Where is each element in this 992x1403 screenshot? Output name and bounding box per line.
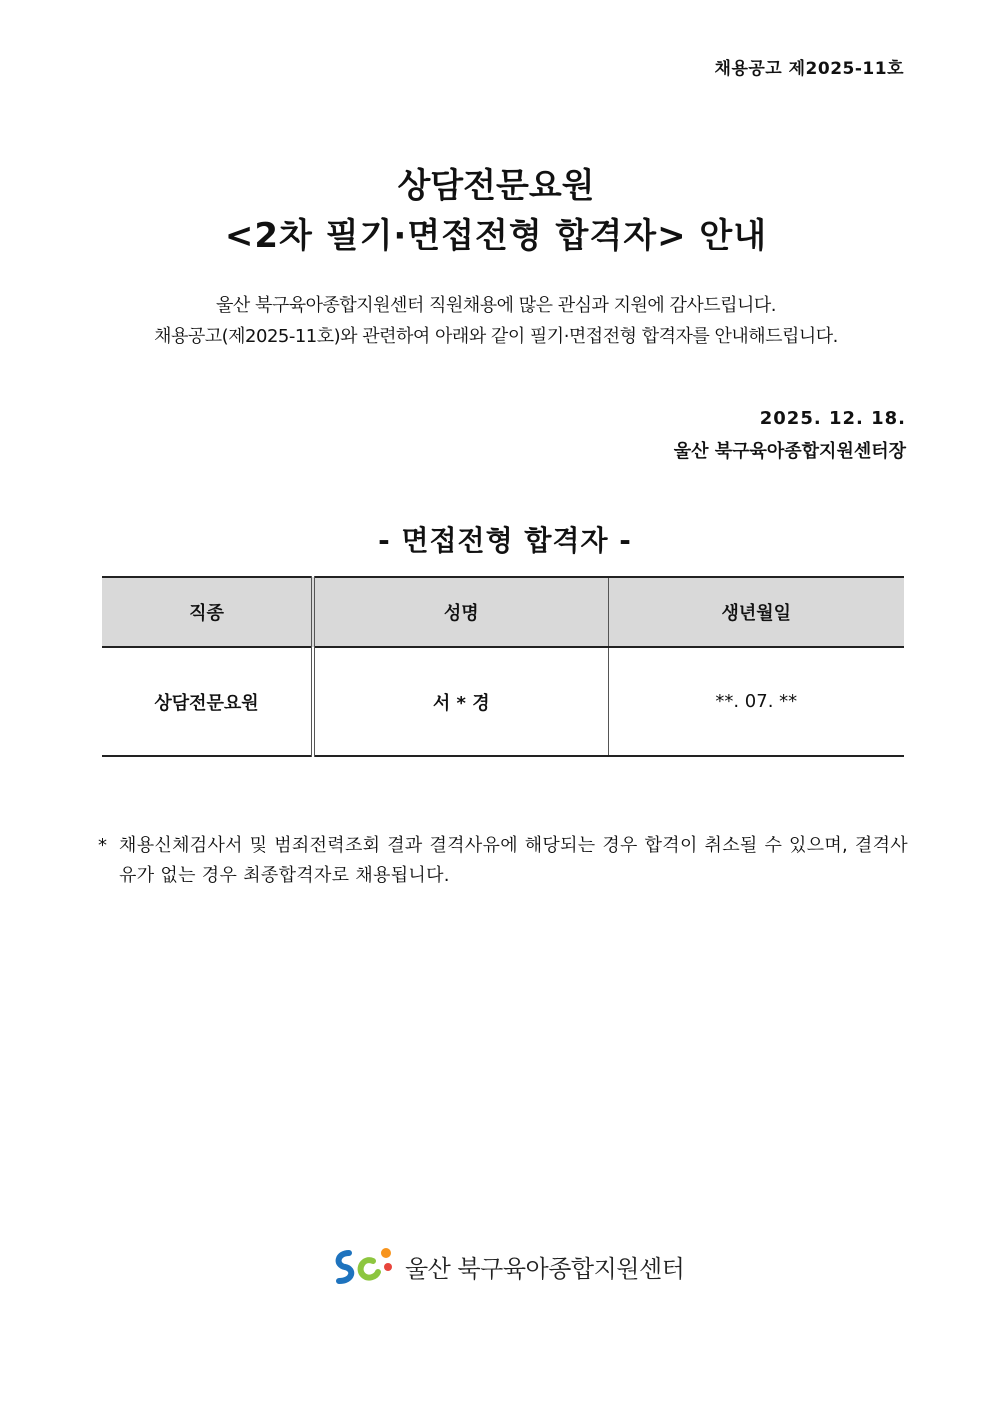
footnote-marker: * (98, 835, 108, 856)
center-logo-icon (333, 1244, 395, 1288)
cell-birthdate: **. 07. ** (608, 647, 904, 756)
cell-name: 서 * 경 (313, 647, 608, 756)
issuer: 울산 북구육아종합지원센터장 (673, 441, 906, 462)
header-job-type: 직종 (102, 577, 313, 647)
issue-date: 2025. 12. 18. (759, 408, 906, 429)
section-title: - 면접전형 합격자 - (378, 524, 632, 557)
footer-logo (333, 1244, 684, 1288)
footnote (98, 831, 908, 891)
page-title: 상담전문요원 (397, 166, 595, 206)
results-table (102, 576, 904, 757)
footnote-text: 채용신체검사서 및 범죄전력조회 결과 결격사유에 해당되는 경우 합격이 취소될 수 있으며, 결격사유가 없는 경우 최종합격자로 채용됩니다. (119, 835, 908, 886)
cell-job-type: 상담전문요원 (102, 647, 313, 756)
table-header-row (102, 577, 904, 647)
notice-number: 채용공고 제2025-11호 (714, 59, 904, 79)
header-birthdate: 생년월일 (608, 577, 904, 647)
table-row (102, 647, 904, 756)
header-name: 성명 (313, 577, 608, 647)
intro-line-1: 울산 북구육아종합지원센터 직원채용에 많은 관심과 지원에 감사드립니다. (215, 295, 777, 316)
page-subtitle: <2차 필기·면접전형 합격자> 안내 (224, 216, 768, 256)
intro-line-2: 채용공고(제2025-11호)와 관련하여 아래와 같이 필기·면접전형 합격자를 안내해드립니다. (154, 326, 838, 347)
footer-org-name: 울산 북구육아종합지원센터 (405, 1254, 685, 1283)
